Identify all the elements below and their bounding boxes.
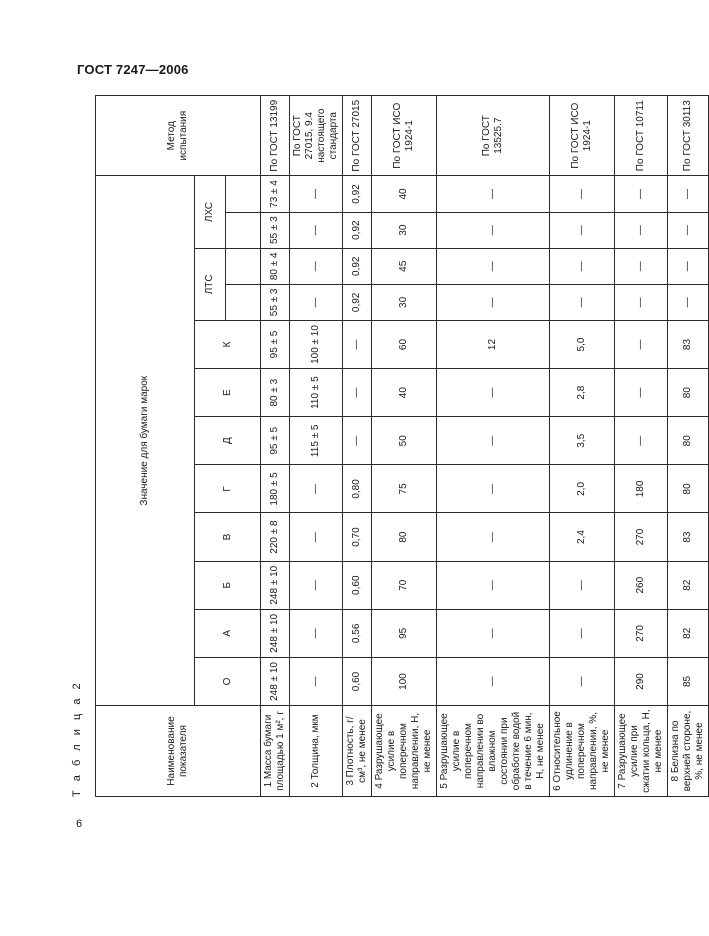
value-cell: 0,92 xyxy=(343,284,372,320)
value-cell: 248 ± 10 xyxy=(261,657,290,705)
row-method: По ГОСТ 30113 xyxy=(668,96,709,176)
row-name: 6 Относительное удлинение в поперечном направлении, %, не менее xyxy=(550,706,615,797)
value-cell: 95 ± 5 xyxy=(261,417,290,465)
value-cell: — xyxy=(615,284,668,320)
value-cell: 5,0 xyxy=(550,320,615,368)
value-cell: 82 xyxy=(668,561,709,609)
value-cell: 80 ± 3 xyxy=(261,369,290,417)
table-row xyxy=(261,96,290,797)
grade-header: ЛХС xyxy=(195,176,226,248)
row-name: 3 Плотность, г/см³, не менее xyxy=(343,706,372,797)
value-cell: 180 xyxy=(615,465,668,513)
value-cell: 82 xyxy=(668,609,709,657)
value-cell: 83 xyxy=(668,320,709,368)
value-cell: 100 xyxy=(372,657,437,705)
row-name: 7 Разрушающее усилие при сжатии кольца, Н, не менее xyxy=(615,706,668,797)
grade-header: Д xyxy=(195,417,261,465)
page-number: 6 xyxy=(76,818,83,830)
value-cell: — xyxy=(550,657,615,705)
row-name: 4 Разрушающее усилие в поперечном направлении, Н, не менее xyxy=(372,706,437,797)
grade-header: К xyxy=(195,320,261,368)
value-cell: 70 xyxy=(372,561,437,609)
value-cell: 270 xyxy=(615,609,668,657)
value-cell: 85 xyxy=(668,657,709,705)
value-cell: 80 xyxy=(668,369,709,417)
value-cell: — xyxy=(437,248,550,284)
value-cell: 110 ± 5 xyxy=(290,369,343,417)
table-row xyxy=(372,96,437,797)
value-cell: — xyxy=(343,320,372,368)
value-cell: 75 xyxy=(372,465,437,513)
table-body xyxy=(261,96,709,797)
value-cell: 115 ± 5 xyxy=(290,417,343,465)
value-cell: — xyxy=(437,212,550,248)
value-cell: 40 xyxy=(372,369,437,417)
row-method: По ГОСТ 10711 xyxy=(615,96,668,176)
value-cell: — xyxy=(615,320,668,368)
value-cell: 0,60 xyxy=(343,561,372,609)
value-cell: 30 xyxy=(372,212,437,248)
value-cell: 80 xyxy=(668,417,709,465)
value-cell: 30 xyxy=(372,284,437,320)
grade-header: В xyxy=(195,513,261,561)
row-name: 5 Разрушающее усилие в поперечном направлении во влажном состоянии при обработке водой в течение 6 мин, Н, не менее xyxy=(437,706,550,797)
grade-header: О xyxy=(195,657,261,705)
value-cell: 260 xyxy=(615,561,668,609)
value-cell: — xyxy=(668,284,709,320)
value-cell: — xyxy=(615,248,668,284)
value-cell: 80 xyxy=(668,465,709,513)
value-cell: — xyxy=(550,609,615,657)
grade-header: А xyxy=(195,609,261,657)
value-cell: — xyxy=(290,657,343,705)
value-cell: — xyxy=(290,609,343,657)
value-cell: 95 ± 5 xyxy=(261,320,290,368)
value-cell: — xyxy=(615,369,668,417)
value-cell: 180 ± 5 xyxy=(261,465,290,513)
value-cell: — xyxy=(615,176,668,212)
value-cell: 83 xyxy=(668,513,709,561)
table-block xyxy=(71,95,705,807)
row-name: 1 Масса бумаги площадью 1 м², г xyxy=(261,706,290,797)
value-cell: — xyxy=(668,248,709,284)
table-row xyxy=(437,96,550,797)
subgrade-blank xyxy=(226,176,261,212)
row-method: По ГОСТ ИСО 1924-1 xyxy=(372,96,437,176)
grade-header: Е xyxy=(195,369,261,417)
rotated-table-area xyxy=(71,95,705,807)
value-cell: 12 xyxy=(437,320,550,368)
value-cell: 80 ± 4 xyxy=(261,248,290,284)
value-cell: — xyxy=(290,513,343,561)
value-cell: 270 xyxy=(615,513,668,561)
grade-header: ЛТС xyxy=(195,248,226,320)
table-row xyxy=(615,96,668,797)
value-cell: 55 ± 3 xyxy=(261,212,290,248)
value-cell: — xyxy=(550,176,615,212)
header-method: Метод испытания xyxy=(96,96,261,176)
table-row xyxy=(668,96,709,797)
value-cell: — xyxy=(290,284,343,320)
value-cell: 0,80 xyxy=(343,465,372,513)
value-cell: 0,92 xyxy=(343,248,372,284)
value-cell: 2,8 xyxy=(550,369,615,417)
value-cell: 100 ± 10 xyxy=(290,320,343,368)
value-cell: 40 xyxy=(372,176,437,212)
value-cell: 290 xyxy=(615,657,668,705)
value-cell: 0,92 xyxy=(343,212,372,248)
value-cell: 73 ± 4 xyxy=(261,176,290,212)
value-cell: — xyxy=(550,248,615,284)
value-cell: — xyxy=(343,369,372,417)
value-cell: — xyxy=(437,417,550,465)
value-cell: — xyxy=(550,212,615,248)
row-name: 8 Белизна по верхней стороне, %, не менее xyxy=(668,706,709,797)
value-cell: — xyxy=(437,176,550,212)
row-method: По ГОСТ 27015, 9.4 настоящего стандарта xyxy=(290,96,343,176)
value-cell: — xyxy=(437,561,550,609)
value-cell: — xyxy=(550,284,615,320)
value-cell: — xyxy=(550,561,615,609)
value-cell: — xyxy=(290,248,343,284)
value-cell: 55 ± 3 xyxy=(261,284,290,320)
subgrade-blank xyxy=(226,284,261,320)
value-cell: 0,56 xyxy=(343,609,372,657)
value-cell: 50 xyxy=(372,417,437,465)
value-cell: 248 ± 10 xyxy=(261,561,290,609)
value-cell: — xyxy=(437,284,550,320)
value-cell: 2,4 xyxy=(550,513,615,561)
value-cell: 2,0 xyxy=(550,465,615,513)
value-cell: 80 xyxy=(372,513,437,561)
value-cell: — xyxy=(437,609,550,657)
document-header: ГОСТ 7247—2006 xyxy=(77,62,189,77)
value-cell: 0,70 xyxy=(343,513,372,561)
value-cell: — xyxy=(343,417,372,465)
value-cell: 220 ± 8 xyxy=(261,513,290,561)
value-cell: — xyxy=(437,657,550,705)
value-cell: — xyxy=(668,176,709,212)
value-cell: — xyxy=(668,212,709,248)
table-row xyxy=(550,96,615,797)
value-cell: 60 xyxy=(372,320,437,368)
value-cell: 95 xyxy=(372,609,437,657)
value-cell: — xyxy=(290,212,343,248)
header-name: Наименование показателя xyxy=(96,706,261,797)
header-values-group: Значение для бумаги марок xyxy=(96,176,195,706)
table-row xyxy=(343,96,372,797)
table-row xyxy=(290,96,343,797)
value-cell: 0,92 xyxy=(343,176,372,212)
value-cell: 3,5 xyxy=(550,417,615,465)
value-cell: 45 xyxy=(372,248,437,284)
row-method: По ГОСТ 27015 xyxy=(343,96,372,176)
value-cell: — xyxy=(437,513,550,561)
subgrade-blank xyxy=(226,212,261,248)
row-method: По ГОСТ 13525.7 xyxy=(437,96,550,176)
row-name: 2 Толщина, мкм xyxy=(290,706,343,797)
value-cell: — xyxy=(290,561,343,609)
value-cell: — xyxy=(615,212,668,248)
subgrade-blank xyxy=(226,248,261,284)
row-method: По ГОСТ ИСО 1924-1 xyxy=(550,96,615,176)
value-cell: 248 ± 10 xyxy=(261,609,290,657)
specification-table xyxy=(95,95,709,797)
value-cell: — xyxy=(615,417,668,465)
value-cell: — xyxy=(290,176,343,212)
table-title: Т а б л и ц а 2 xyxy=(71,680,83,797)
value-cell: — xyxy=(437,465,550,513)
value-cell: — xyxy=(437,369,550,417)
value-cell: 0,60 xyxy=(343,657,372,705)
grade-header: Б xyxy=(195,561,261,609)
row-method: По ГОСТ 13199 xyxy=(261,96,290,176)
value-cell: — xyxy=(290,465,343,513)
grade-header: Г xyxy=(195,465,261,513)
